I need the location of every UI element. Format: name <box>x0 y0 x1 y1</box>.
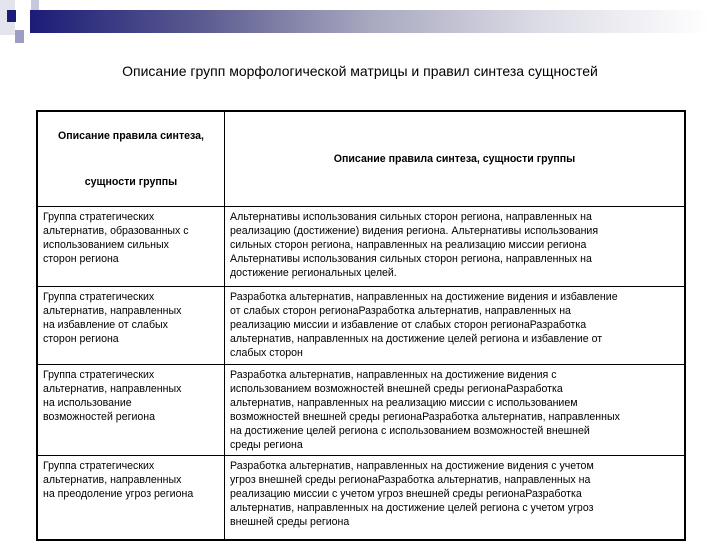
header-cell-rule: Описание правила синтеза, сущности группы <box>225 111 686 207</box>
header-text: сущности группы <box>84 176 178 188</box>
rule-cell: Разработка альтернатив, направленных на достижение видения с учетом угроз внешней среды регионаРазработка альтернатив, направленных на реализацию миссии с учетом угроз внешней среды регионаРазработка альтернатив, направленных на достижение целей региона с учетом угроз внешней среды региона <box>225 456 686 540</box>
table-row <box>37 207 685 287</box>
rule-cell: Разработка альтернатив, направленных на достижение видения и избавление от слабых сторон регионаРазработка альтернатив, направленных на реализацию миссии и избавление от слабых сторон регионаРазработка альтернатив, направленных на достижение целей региона и избавление от слабых сторон <box>225 287 686 365</box>
group-cell: Группа стратегических альтернатив, образованных с использованием сильных сторон региона <box>37 207 225 287</box>
table-row <box>37 287 685 365</box>
rule-cell: Разработка альтернатив, направленных на достижение видения с использованием возможностей внешней среды регионаРазработка альтернатив, направленных на реализацию миссии с использованием возможностей внешней среды регионаРазработка альтернатив, направленных на достижение целей региона с использованием возможностей внешней среды региона <box>225 365 686 456</box>
group-cell: Группа стратегических альтернатив, направленных на использование возможностей региона <box>37 365 225 456</box>
group-cell: Группа стратегических альтернатив, направленных на преодоление угроз региона <box>37 456 225 540</box>
table-row <box>37 365 685 456</box>
header-text: Описание правила синтеза, <box>57 130 204 142</box>
synthesis-rules-table <box>36 110 686 541</box>
header-cell-group <box>37 111 225 207</box>
rule-cell: Альтернативы использования сильных сторон региона, направленных на реализацию (достижение) видения региона. Альтернативы использования сильных сторон региона, направленных на реализацию миссии региона Альтернативы использования сильных сторон региона, направленных на достижение региональных целей. <box>225 207 686 287</box>
decor-square <box>7 10 16 22</box>
decor-square <box>15 30 24 43</box>
group-cell: Группа стратегических альтернатив, направленных на избавление от слабых сторон региона <box>37 287 225 365</box>
header-gradient-bar <box>30 10 710 33</box>
table-header-row <box>37 111 685 207</box>
table-row <box>37 456 685 540</box>
slide-title: Описание групп морфологической матрицы и правил синтеза сущностей <box>122 63 598 79</box>
